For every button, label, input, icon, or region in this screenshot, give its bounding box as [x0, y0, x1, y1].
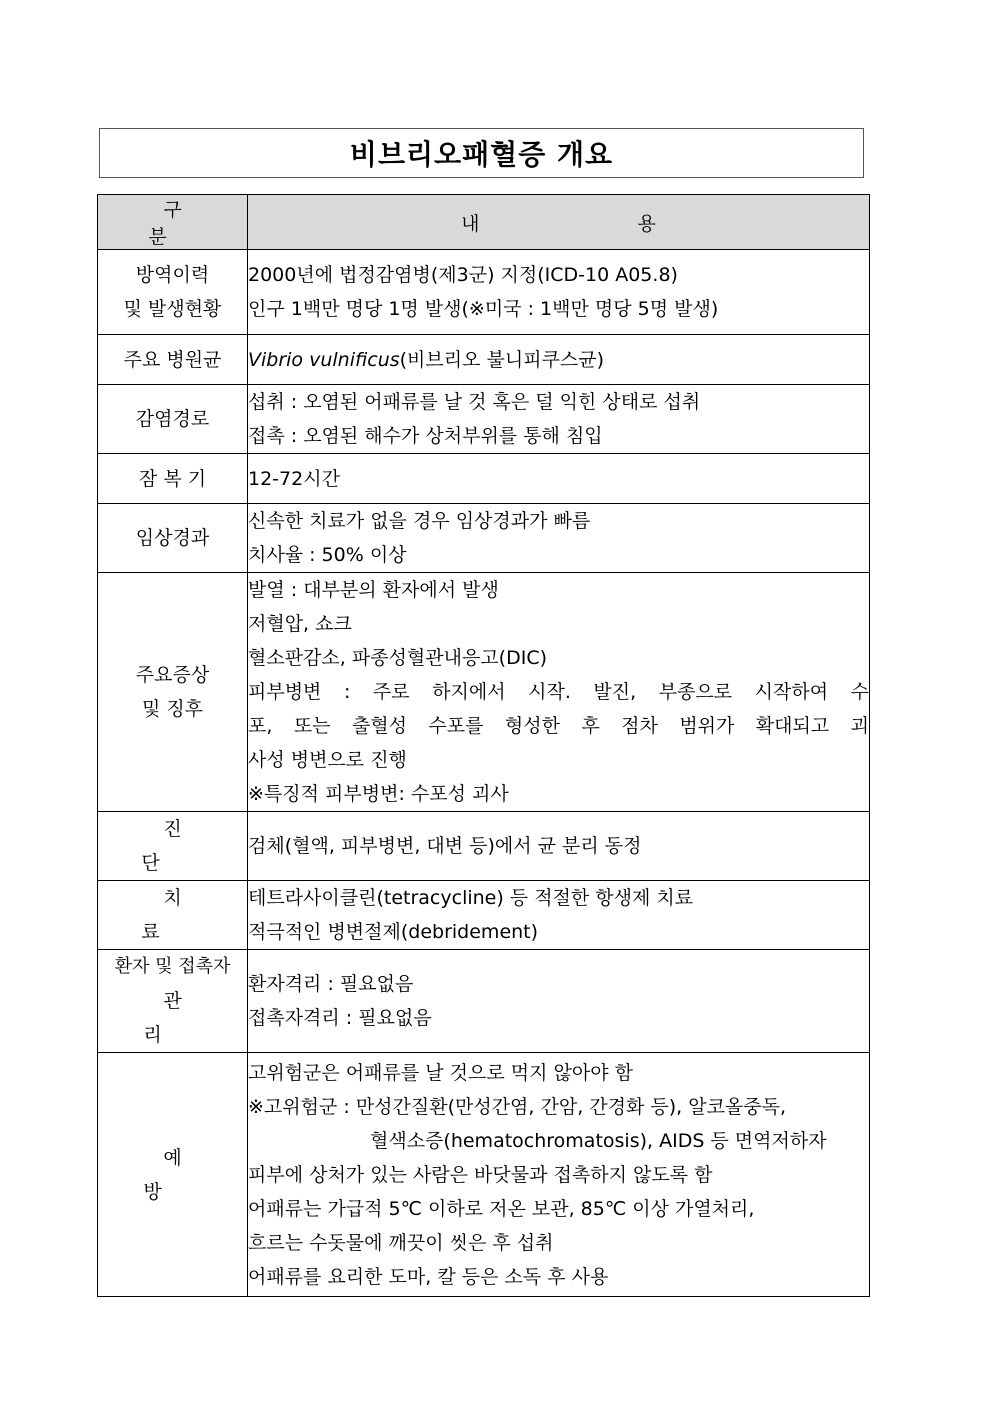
content-line: 검체(혈액, 피부병변, 대변 등)에서 균 분리 동정	[248, 835, 642, 857]
header-content: 내 용	[248, 195, 870, 250]
content-line: 어패류는 가급적 5℃ 이하로 저온 보관, 85℃ 이상 가열처리,	[248, 1197, 755, 1220]
row-label-line: 진 단	[141, 818, 226, 874]
row-label	[98, 454, 248, 504]
row-label-line: 주요증상	[135, 664, 210, 686]
row-content	[248, 504, 870, 573]
content-line: 접촉자격리 : 필요없음	[248, 1007, 432, 1029]
row-content	[248, 454, 870, 504]
row-label-line: 및 징후	[141, 698, 204, 720]
row-label	[98, 385, 248, 454]
content-line: 고위험군은 어패류를 날 것으로 먹지 않아야 함	[248, 1061, 633, 1084]
content-line: 인구 1백만 명당 1명 발생(※미국 : 1백만 명당 5명 발생)	[248, 298, 719, 320]
content-line	[248, 343, 869, 377]
row-label-line: 감염경로	[135, 408, 210, 430]
document-title: 비브리오패혈증 개요	[99, 128, 864, 178]
row-content	[248, 335, 870, 385]
table-row	[98, 335, 870, 385]
row-content	[248, 573, 870, 812]
overview-table	[97, 194, 870, 1297]
row-label	[98, 573, 248, 812]
row-label	[98, 504, 248, 573]
table-row	[98, 573, 870, 812]
content-line: 신속한 치료가 없을 경우 임상경과가 빠름	[248, 510, 591, 532]
content-line: 적극적인 병변절제(debridement)	[248, 921, 539, 943]
table-row	[98, 812, 870, 881]
table-row	[98, 504, 870, 573]
content-line: 사성 병변으로 진행	[248, 749, 407, 771]
row-label-line: 잠 복 기	[138, 467, 207, 490]
content-line: 섭취 : 오염된 어패류를 날 것 혹은 덜 익힌 상태로 섭취	[248, 391, 701, 413]
content-line: 2000년에 법정감염병(제3군) 지정(ICD-10 A05.8)	[248, 264, 678, 286]
content-line: 치사율 : 50% 이상	[248, 544, 407, 566]
content-line: 혈소판감소, 파종성혈관내응고(DIC)	[248, 647, 548, 669]
row-content	[248, 385, 870, 454]
content-line: ※특징적 피부병변: 수포성 괴사	[248, 783, 509, 805]
table-row	[98, 881, 870, 950]
row-label	[98, 1053, 248, 1297]
pathogen-korean-name: (비브리오 불니피쿠스균)	[399, 348, 605, 371]
row-label-line: 치 료	[141, 887, 226, 943]
row-label-line: 주요 병원균	[123, 348, 222, 371]
row-label	[98, 812, 248, 881]
row-label-line: 및 발생현황	[123, 298, 222, 320]
row-content	[248, 250, 870, 335]
pathogen-scientific-name: Vibrio vulnificus	[248, 348, 400, 371]
row-label	[98, 335, 248, 385]
content-line: 환자격리 : 필요없음	[248, 973, 414, 995]
table-row	[98, 950, 870, 1053]
table-header-row	[98, 195, 870, 250]
row-label-line: 방역이력	[135, 264, 210, 286]
content-line: 어패류를 요리한 도마, 칼 등은 소독 후 사용	[248, 1265, 609, 1288]
header-category: 구 분	[98, 195, 248, 250]
content-line: 포, 또는 출혈성 수포를 형성한 후 점차 범위가 확대되고 괴	[248, 715, 869, 737]
content-line: 피부에 상처가 있는 사람은 바닷물과 접촉하지 않도록 함	[248, 1163, 713, 1186]
content-line: 저혈압, 쇼크	[248, 613, 352, 635]
content-line: 발열 : 대부분의 환자에서 발생	[248, 579, 499, 601]
row-label-line: 관 리	[143, 990, 222, 1046]
content-line: 피부병변 : 주로 하지에서 시작. 발진, 부종으로 시작하여 수	[248, 681, 869, 703]
row-label	[98, 250, 248, 335]
row-label-line: 임상경과	[135, 527, 210, 549]
content-line: 테트라사이클린(tetracycline) 등 적절한 항생제 치료	[248, 887, 694, 909]
content-line: ※고위험군 : 만성간질환(만성간염, 간암, 간경화 등), 알코올중독,	[248, 1095, 787, 1118]
row-label-line: 환자 및 접촉자	[114, 956, 231, 977]
content-line: 혈색소증(hematochromatosis), AIDS 등 면역저하자	[370, 1129, 827, 1152]
row-content	[248, 950, 870, 1053]
row-content	[248, 881, 870, 950]
content-line: 흐르는 수돗물에 깨끗이 씻은 후 섭취	[248, 1231, 554, 1254]
table-row	[98, 454, 870, 504]
content-line: 접촉 : 오염된 해수가 상처부위를 통해 침입	[248, 425, 603, 447]
content-line: 12-72시간	[248, 467, 340, 490]
row-content	[248, 812, 870, 881]
table-row	[98, 1053, 870, 1297]
row-label	[98, 950, 248, 1053]
row-label-line: 예 방	[143, 1146, 222, 1203]
table-row	[98, 250, 870, 335]
row-content	[248, 1053, 870, 1297]
row-label	[98, 881, 248, 950]
table-row	[98, 385, 870, 454]
